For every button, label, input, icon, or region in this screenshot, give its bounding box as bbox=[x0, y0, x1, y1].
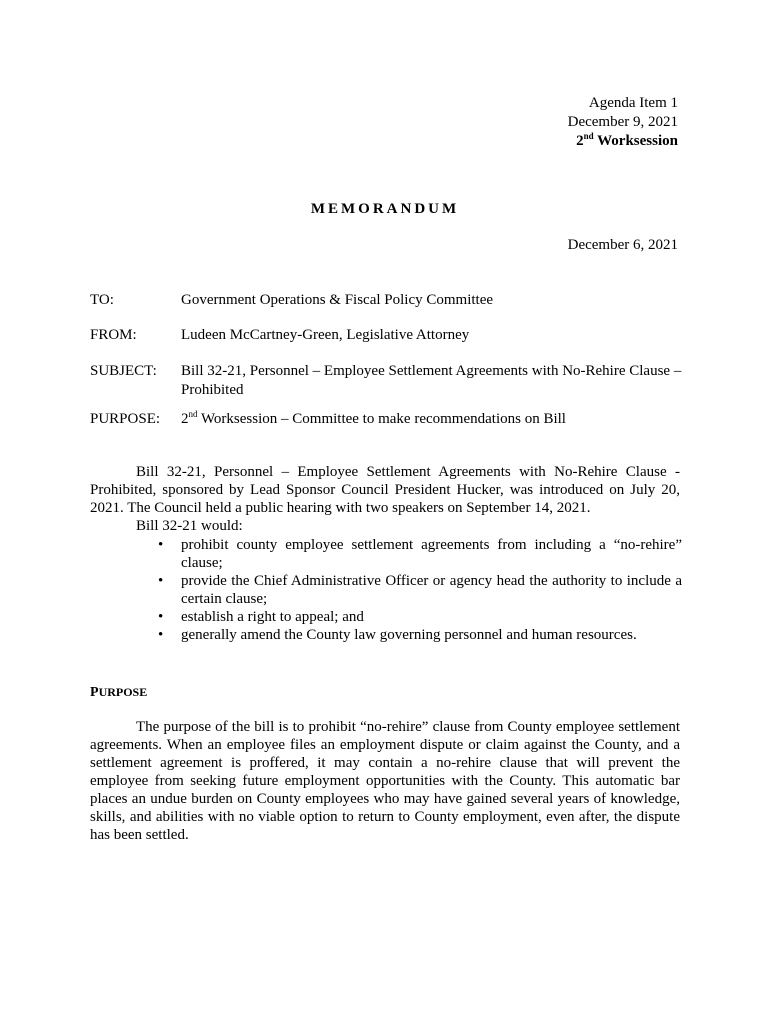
list-item-text: provide the Chief Administrative Officer or agency head the authority to include a certain clause; bbox=[181, 573, 682, 607]
from-label: FROM: bbox=[90, 327, 137, 343]
list-item bbox=[158, 626, 682, 644]
purpose-label: PURPOSE: bbox=[90, 411, 161, 427]
session-ordinal: 2 bbox=[576, 133, 584, 149]
session-label bbox=[568, 132, 678, 151]
list-item bbox=[158, 608, 682, 626]
subject-label: SUBJECT: bbox=[90, 363, 157, 379]
purpose-text: Worksession – Committee to make recommendations on Bill bbox=[197, 411, 566, 427]
from-value: Ludeen McCartney-Green, Legislative Attorney bbox=[181, 327, 470, 343]
agenda-item: Agenda Item 1 bbox=[588, 95, 678, 111]
subject-value: Bill 32-21, Personnel – Employee Settlement Agreements with No-Rehire Clause – Prohibited bbox=[181, 363, 682, 398]
purpose-field bbox=[90, 410, 682, 428]
list-item bbox=[158, 536, 682, 572]
to-field bbox=[90, 291, 682, 309]
session-text: Worksession bbox=[593, 133, 678, 149]
list-item-text: generally amend the County law governing personnel and human resources. bbox=[181, 627, 637, 643]
to-value: Government Operations & Fiscal Policy Committee bbox=[181, 292, 494, 308]
bullet-icon: • bbox=[158, 537, 164, 553]
purpose-ordinal: 2 bbox=[181, 411, 189, 427]
list-item-text: prohibit county employee settlement agreements from including a “no-rehire” clause; bbox=[181, 537, 682, 571]
to-label: TO: bbox=[90, 292, 114, 308]
bullet-icon: • bbox=[158, 573, 164, 589]
bill-provisions-list bbox=[158, 536, 682, 644]
purpose-heading-rest: URPOSE bbox=[98, 685, 148, 699]
list-item-text: establish a right to appeal; and bbox=[181, 609, 364, 625]
list-intro: Bill 32-21 would: bbox=[136, 518, 243, 534]
agenda-header bbox=[568, 94, 678, 151]
purpose-suffix: nd bbox=[188, 409, 198, 419]
bullet-icon: • bbox=[158, 627, 164, 643]
purpose-heading-initial: P bbox=[90, 685, 99, 700]
list-item bbox=[158, 572, 682, 608]
purpose-heading bbox=[90, 683, 147, 702]
purpose-paragraph: The purpose of the bill is to prohibit “no-rehire” clause from County employee settlement agreements. When an employee files an employment dispute or claim against the County, and a settlement agreement is proffered, it may contain a no-rehire clause that will prevent the employee from seeking future employment opportunities with the County. This automatic bar places an undue burden on County employees who may have gained several years of knowledge, skills, and abilities with no viable option to return to County employment, even after, the dispute has been settled. bbox=[90, 719, 680, 843]
memo-title: MEMORANDUM bbox=[310, 201, 460, 217]
purpose-value bbox=[181, 410, 682, 428]
intro-paragraph: Bill 32-21, Personnel – Employee Settlement Agreements with No-Rehire Clause - Prohibited, sponsored by Lead Sponsor Council President Hucker, was introduced on July 20, 2021. The Council held a public hearing with two speakers on September 14, 2021. bbox=[90, 464, 680, 516]
subject-field bbox=[90, 362, 682, 400]
session-suffix: nd bbox=[583, 131, 594, 141]
memo-date: December 6, 2021 bbox=[567, 237, 678, 253]
bullet-icon: • bbox=[158, 609, 164, 625]
from-field bbox=[90, 326, 682, 344]
meeting-date: December 9, 2021 bbox=[567, 114, 678, 130]
